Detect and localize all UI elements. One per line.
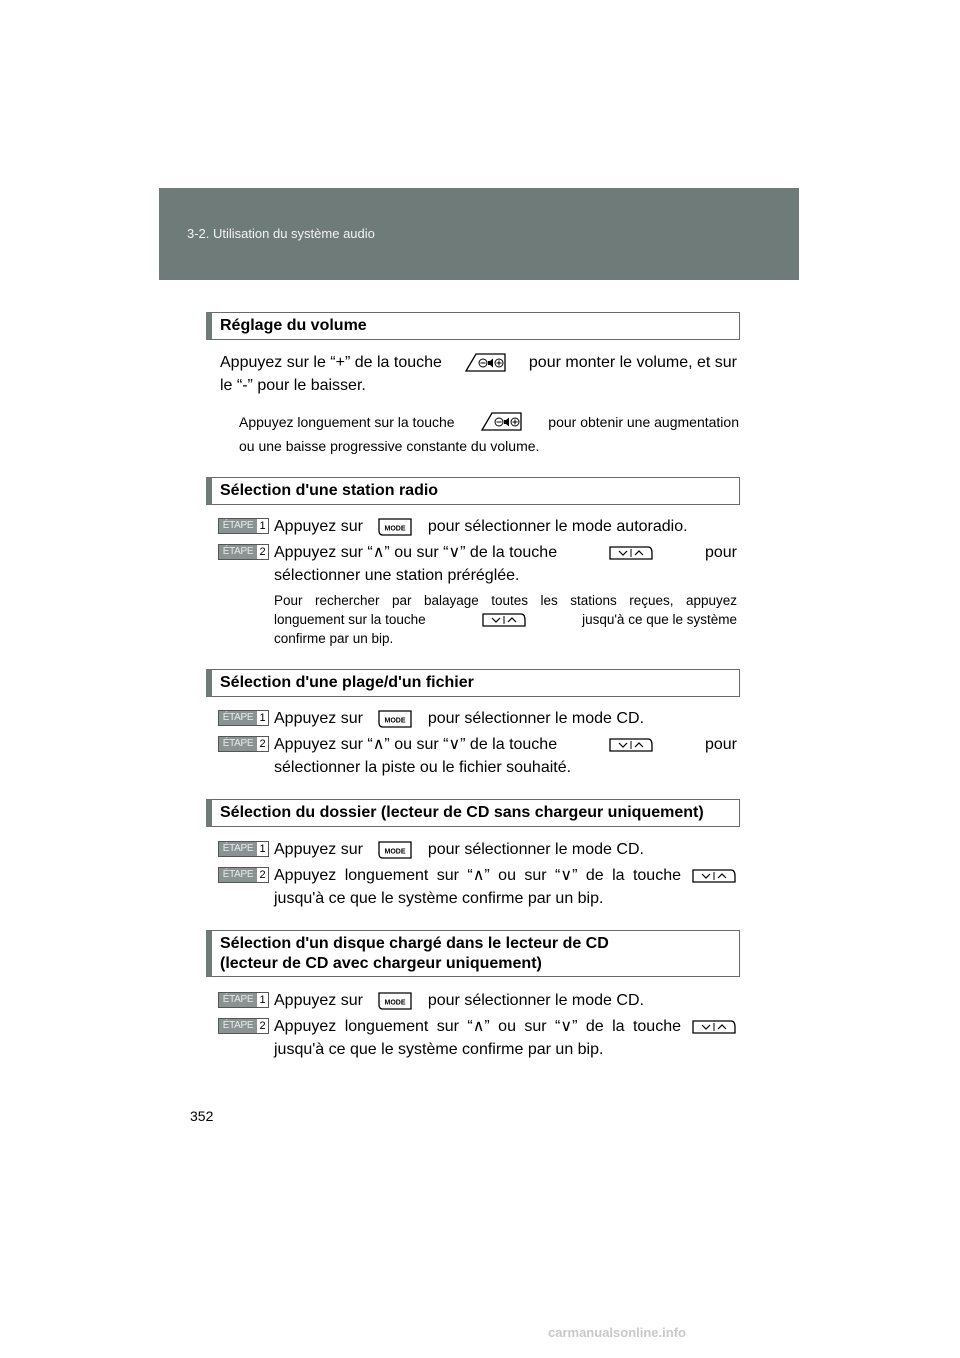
section-title-track: Sélection d'une plage/d'un fichier — [206, 669, 740, 697]
radio-note: Pour rechercher par balayage toutes les stations reçues, appuyez longuement sur la touche jusqu'à ce que le système confirme par un bip. — [274, 593, 737, 646]
seek-button-icon — [691, 1019, 737, 1035]
seek-button-icon — [608, 545, 654, 561]
seek-button-icon — [691, 868, 737, 884]
seek-button-icon — [481, 612, 527, 628]
track-step-1: Appuyez sur pour sélectionner le mode CD. — [274, 710, 644, 727]
volume-paragraph: Appuyez sur le “+” de la touche pour monter le volume, et sur le “-” pour le baisser. — [220, 351, 737, 397]
step-badge: ÉTAPE 1 — [218, 518, 269, 534]
radio-step-2: Appuyez sur “∧” ou sur “∨” de la touche pour sélectionner une station préréglée. — [274, 544, 737, 584]
seek-button-icon — [608, 737, 654, 753]
volume-button-icon — [463, 352, 507, 374]
step-badge: ÉTAPE 1 — [218, 992, 269, 1008]
mode-button-icon — [377, 517, 413, 537]
section-title-volume: Réglage du volume — [206, 312, 740, 340]
mode-button-icon — [377, 991, 413, 1011]
section-title-disc: Sélection d'un disque chargé dans le lecteur de CD (lecteur de CD avec chargeur uniquement) — [206, 930, 740, 977]
track-step-2: Appuyez sur “∧” ou sur “∨” de la touche pour sélectionner la piste ou le fichier souhaité. — [274, 736, 737, 776]
chapter-header — [159, 188, 799, 280]
section-title-folder: Sélection du dossier (lecteur de CD sans chargeur uniquement) — [206, 799, 740, 827]
radio-step-1: Appuyez sur pour sélectionner le mode autoradio. — [274, 518, 688, 535]
watermark: carmanualsonline.info — [548, 1325, 686, 1340]
chapter-title: 3-2. Utilisation du système audio — [187, 226, 375, 241]
volume-button-icon — [479, 411, 523, 433]
disc-step-2: Appuyez longuement sur “∧” ou sur “∨” de la touche jusqu'à ce que le système confirme par un bip. — [274, 1015, 737, 1061]
page-number: 352 — [190, 1108, 214, 1124]
step-badge: ÉTAPE 1 — [218, 710, 269, 726]
step-badge: ÉTAPE 2 — [218, 736, 269, 752]
disc-step-1: Appuyez sur pour sélectionner le mode CD. — [274, 992, 644, 1009]
volume-note: Appuyez longuement sur la touche pour obtenir une augmentation ou une baisse progressive constante du volume. — [239, 410, 739, 458]
step-badge: ÉTAPE 2 — [218, 867, 269, 883]
folder-step-2: Appuyez longuement sur “∧” ou sur “∨” de la touche jusqu'à ce que le système confirme par un bip. — [274, 864, 737, 910]
step-badge: ÉTAPE 1 — [218, 841, 269, 857]
step-badge: ÉTAPE 2 — [218, 544, 269, 560]
mode-button-icon — [377, 840, 413, 860]
folder-step-1: Appuyez sur pour sélectionner le mode CD. — [274, 841, 644, 858]
step-badge: ÉTAPE 2 — [218, 1018, 269, 1034]
mode-button-icon — [377, 709, 413, 729]
section-title-radio: Sélection d'une station radio — [206, 477, 740, 505]
